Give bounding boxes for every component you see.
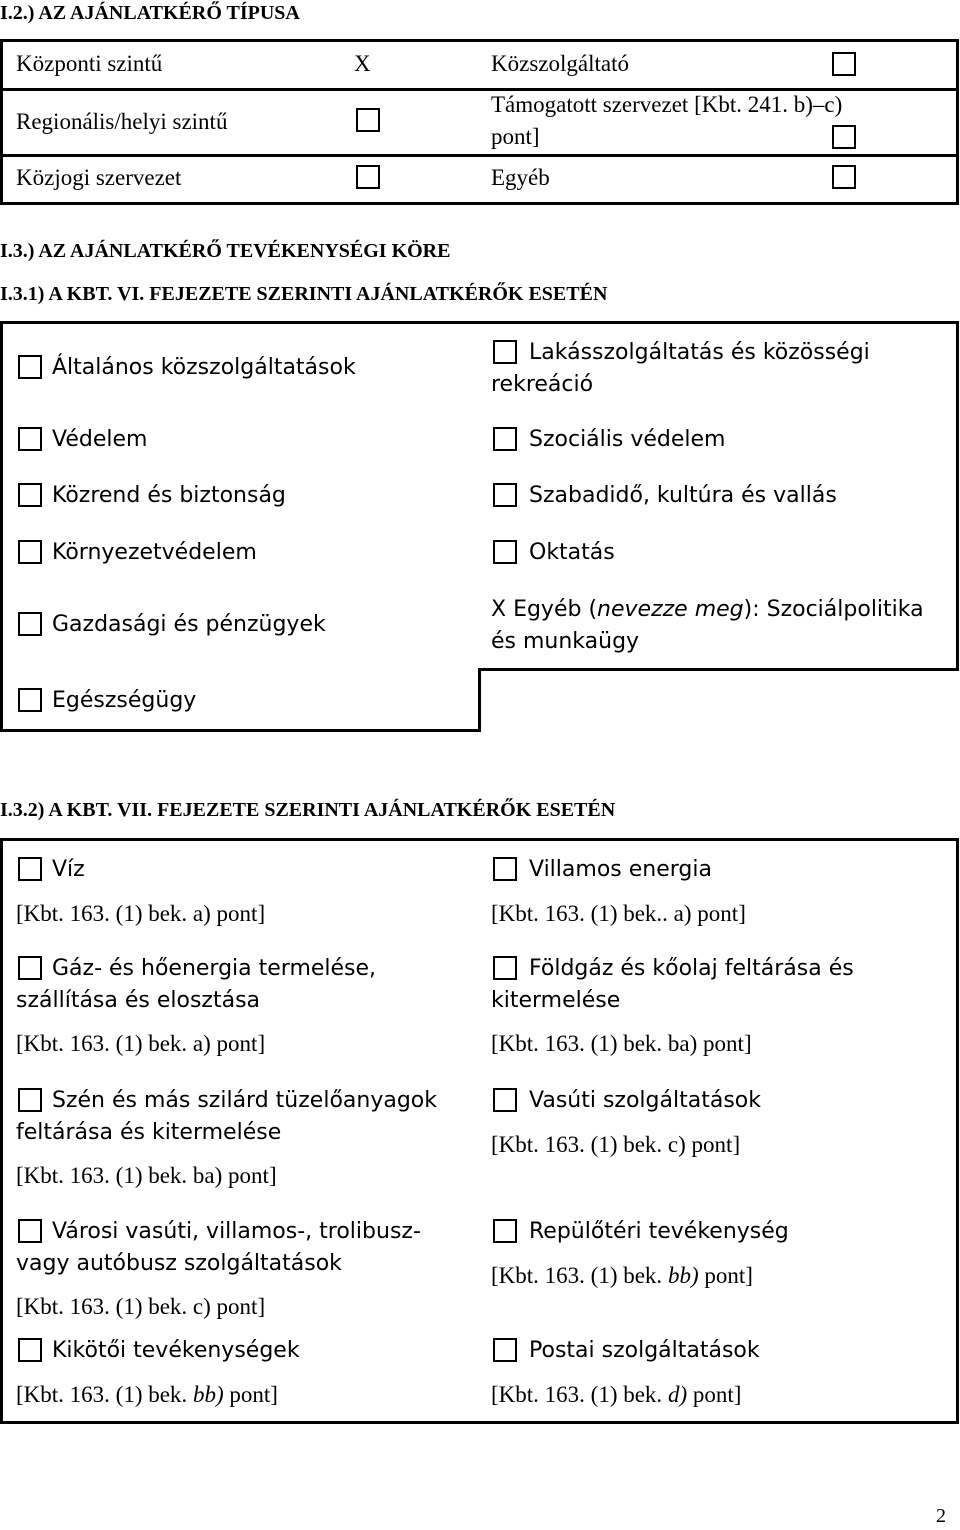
vii-rail-label: Vasúti szolgáltatások <box>529 1088 761 1113</box>
vi-other-label-2: és munkaügy <box>491 629 640 654</box>
type-regional: Regionális/helyi szintű <box>16 109 228 134</box>
type-central-mark: X <box>354 51 371 76</box>
type-other: Egyéb <box>491 165 550 190</box>
vii-postal-checkbox[interactable] <box>493 1338 517 1362</box>
vi-defence-checkbox[interactable] <box>18 427 42 451</box>
vi-order-label: Közrend és biztonság <box>52 483 286 508</box>
section-title-vii: I.3.2) A KBT. VII. FEJEZETE SZERINTI AJÁNLATKÉRŐK ESETÉN <box>0 799 616 821</box>
vi-leisure-checkbox[interactable] <box>493 483 517 507</box>
type-regional-checkbox[interactable] <box>356 108 380 132</box>
vii-urban-label-1: Városi vasúti, villamos-, trolibusz- <box>52 1219 421 1244</box>
vi-education-checkbox[interactable] <box>493 540 517 564</box>
vii-water-ref: [Kbt. 163. (1) bek. a) pont] <box>16 901 266 926</box>
vi-social-label: Szociális védelem <box>529 427 726 452</box>
vii-airport-ref: [Kbt. 163. (1) bek. bb) pont] <box>491 1263 753 1288</box>
vii-coal-ref: [Kbt. 163. (1) bek. ba) pont] <box>16 1163 277 1188</box>
section-title-vi: I.3.1) A KBT. VI. FEJEZETE SZERINTI AJÁNLATKÉRŐK ESETÉN <box>0 283 608 305</box>
vii-airport-checkbox[interactable] <box>493 1219 517 1243</box>
vii-gas-checkbox[interactable] <box>18 956 42 980</box>
vii-postal-label: Postai szolgáltatások <box>529 1338 760 1363</box>
vii-rail-ref: [Kbt. 163. (1) bek. c) pont] <box>491 1132 741 1157</box>
vi-environment-label: Környezetvédelem <box>52 540 257 565</box>
vii-electricity-checkbox[interactable] <box>493 857 517 881</box>
vii-urban-ref: [Kbt. 163. (1) bek. c) pont] <box>16 1294 266 1319</box>
vi-other-label: X Egyéb (nevezze meg): Szociálpolitika <box>491 597 924 622</box>
type-supported-checkbox[interactable] <box>832 125 856 149</box>
vii-water-label: Víz <box>52 857 85 882</box>
vii-urban-label-2: vagy autóbusz szolgáltatások <box>16 1251 342 1276</box>
vi-leisure-label: Szabadidő, kultúra és vallás <box>529 483 837 508</box>
vii-electricity-label: Villamos energia <box>529 857 712 882</box>
vi-education-label: Oktatás <box>529 540 615 565</box>
type-central: Központi szintű <box>16 51 163 76</box>
vi-economy-label: Gazdasági és pénzügyek <box>52 612 326 637</box>
type-public-service-checkbox[interactable] <box>832 52 856 76</box>
vii-postal-ref: [Kbt. 163. (1) bek. d) pont] <box>491 1382 742 1407</box>
vii-urban-checkbox[interactable] <box>18 1219 42 1243</box>
page-number: 2 <box>936 1505 946 1527</box>
vii-gas-ref: [Kbt. 163. (1) bek. a) pont] <box>16 1031 266 1056</box>
vii-gas-label-1: Gáz- és hőenergia termelése, <box>52 956 377 981</box>
vii-water-checkbox[interactable] <box>18 857 42 881</box>
section-title-type: I.2.) AZ AJÁNLATKÉRŐ TÍPUSA <box>0 2 300 24</box>
vii-port-label: Kikötői tevékenységek <box>52 1338 300 1363</box>
vi-economy-checkbox[interactable] <box>18 612 42 636</box>
type-other-checkbox[interactable] <box>832 165 856 189</box>
vi-housing-label-2: rekreáció <box>491 372 594 397</box>
vi-social-checkbox[interactable] <box>493 427 517 451</box>
vi-defence-label: Védelem <box>52 427 148 452</box>
section-title-activity: I.3.) AZ AJÁNLATKÉRŐ TEVÉKENYSÉGI KÖRE <box>0 240 451 262</box>
vi-health-checkbox[interactable] <box>18 688 42 712</box>
vii-rail-checkbox[interactable] <box>493 1088 517 1112</box>
type-supported-line2: pont] <box>491 124 540 149</box>
vi-order-checkbox[interactable] <box>18 483 42 507</box>
type-public-law: Közjogi szervezet <box>16 165 182 190</box>
type-supported-line1: Támogatott szervezet [Kbt. 241. b)–c) <box>491 92 843 117</box>
type-public-law-checkbox[interactable] <box>356 165 380 189</box>
vi-general-checkbox[interactable] <box>18 355 42 379</box>
vi-health-label: Egészségügy <box>52 688 197 713</box>
vii-coal-label-2: feltárása és kitermelése <box>16 1120 282 1145</box>
vi-general-label: Általános közszolgáltatások <box>52 355 356 380</box>
vii-port-checkbox[interactable] <box>18 1338 42 1362</box>
type-public-service: Közszolgáltató <box>491 51 629 76</box>
vii-natgas-ref: [Kbt. 163. (1) bek. ba) pont] <box>491 1031 752 1056</box>
vii-electricity-ref: [Kbt. 163. (1) bek.. a) pont] <box>491 901 746 926</box>
vii-port-ref: [Kbt. 163. (1) bek. bb) pont] <box>16 1382 278 1407</box>
vii-natgas-label-1: Földgáz és kőolaj feltárása és <box>529 956 854 981</box>
vi-housing-checkbox[interactable] <box>493 340 517 364</box>
vi-environment-checkbox[interactable] <box>18 540 42 564</box>
vii-natgas-checkbox[interactable] <box>493 956 517 980</box>
vii-coal-label-1: Szén és más szilárd tüzelőanyagok <box>52 1088 437 1113</box>
vii-gas-label-2: szállítása és elosztása <box>16 988 261 1013</box>
vii-coal-checkbox[interactable] <box>18 1088 42 1112</box>
vii-natgas-label-2: kitermelése <box>491 988 621 1013</box>
vii-airport-label: Repülőtéri tevékenység <box>529 1219 789 1244</box>
vi-housing-label-1: Lakásszolgáltatás és közösségi <box>529 340 870 365</box>
